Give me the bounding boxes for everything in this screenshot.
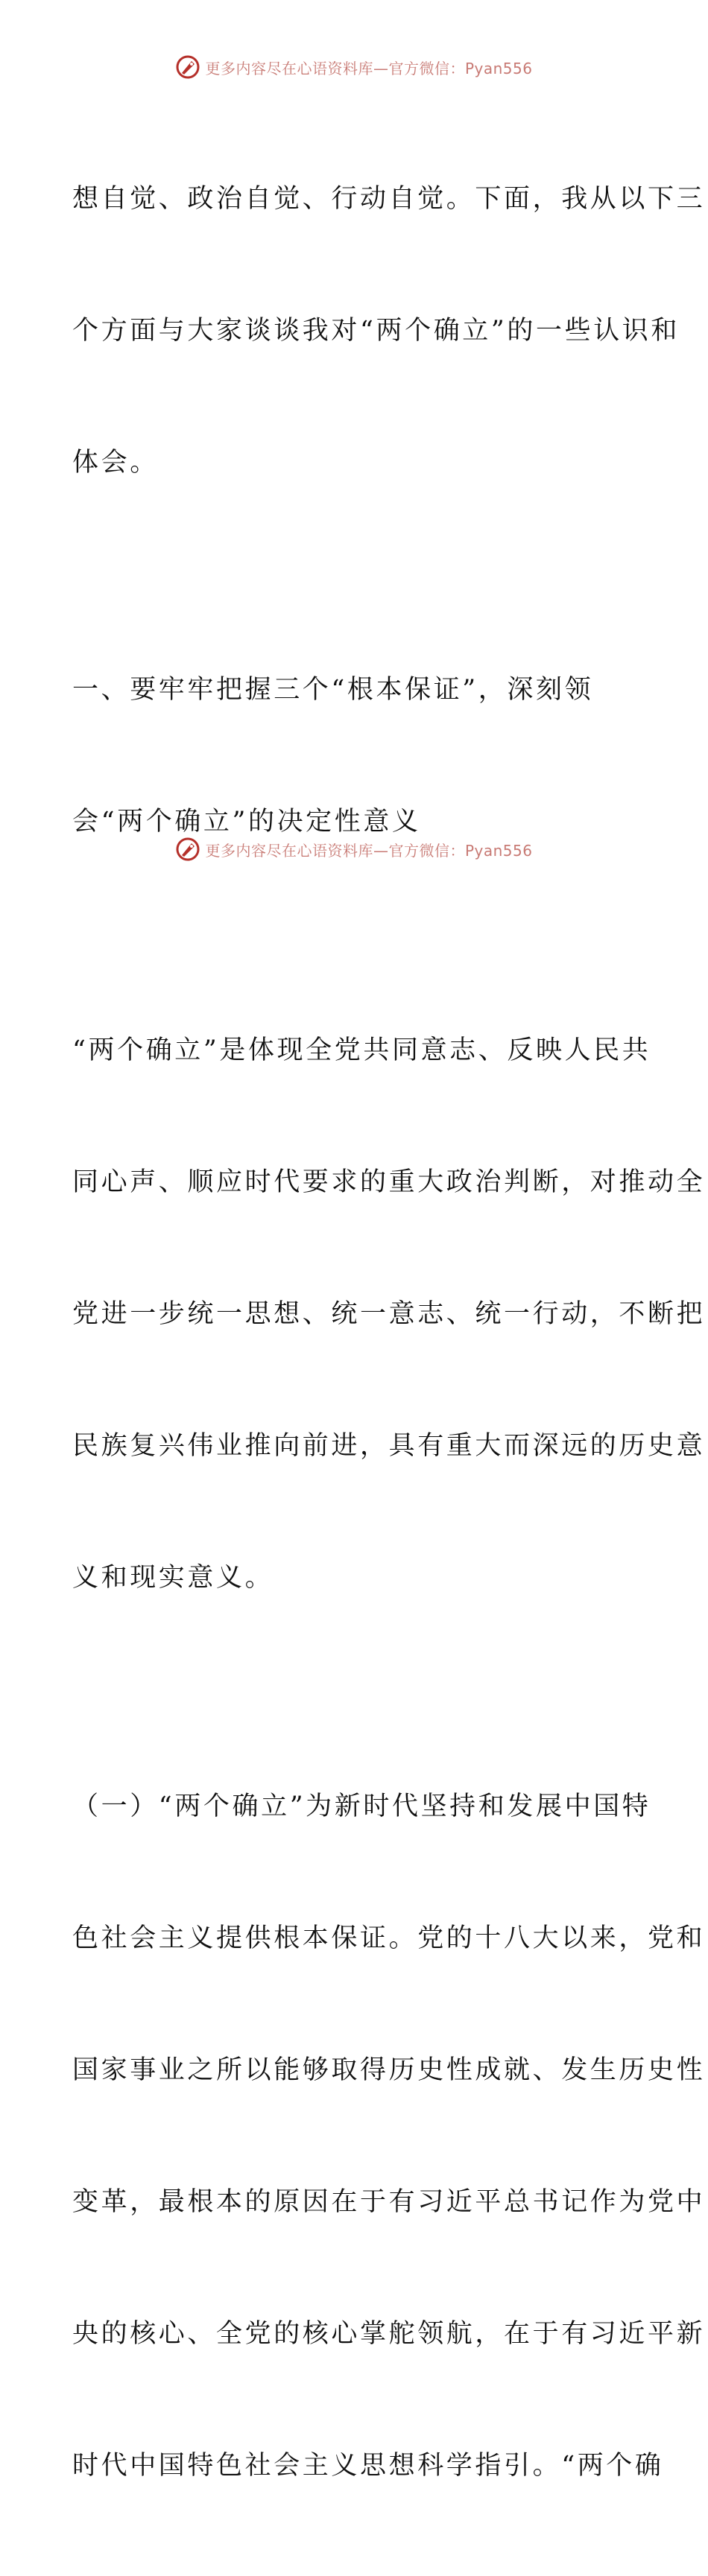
pen-nib-logo-icon: [175, 837, 200, 862]
text-line: 央的核心、全党的核心掌舵领航，在于有习近平新: [72, 2319, 706, 2349]
paragraph-significance: [72, 941, 706, 1688]
text-line: 体会。: [72, 448, 159, 478]
paragraph-intro: [72, 89, 706, 573]
text-line: 时代中国特色社会主义思想科学指引。“两个确: [72, 2451, 664, 2481]
text-line: 党进一步统一思想、统一意志、统一行动，不断把: [72, 1299, 706, 1329]
heading-line: 一、要牢牢把握三个“根本保证”，深刻领: [72, 675, 594, 705]
document-body: [72, 89, 706, 2576]
text-line: 国家事业之所以能够取得历史性成就、发生历史性: [72, 2055, 706, 2085]
text-line: 个方面与大家谈谈我对“两个确立”的一些认识和: [72, 316, 680, 346]
section-heading: [72, 580, 639, 932]
text-line: 同心声、顺应时代要求的重大政治判断，对推动全: [72, 1167, 706, 1197]
text-line: （一）“两个确立”为新时代坚持和发展中国特: [72, 1792, 651, 1821]
text-line: 义和现实意义。: [72, 1563, 274, 1593]
header-watermark-banner: [0, 52, 708, 82]
footer-watermark-banner: [0, 834, 708, 864]
text-line: 色社会主义提供根本保证。党的十八大以来，党和: [72, 1923, 706, 1953]
header-watermark-text: 更多内容尽在心语资料库—官方微信：Pyan556: [205, 59, 533, 77]
text-line: “两个确立”是体现全党共同意志、反映人民共: [72, 1035, 651, 1065]
text-line: 民族复兴伟业推向前进，具有重大而深远的历史意: [72, 1431, 706, 1461]
pen-nib-logo-icon: [175, 54, 200, 80]
footer-watermark-text: 更多内容尽在心语资料库—官方微信：Pyan556: [205, 841, 533, 860]
heading-line: 会“两个确立”的决定性意义: [72, 807, 421, 837]
text-line: 想自觉、政治自觉、行动自觉。下面，我从以下三: [72, 184, 706, 214]
text-line: 变革，最根本的原因在于有习近平总书记作为党中: [72, 2187, 706, 2217]
paragraph-point-one: [72, 1697, 706, 2576]
